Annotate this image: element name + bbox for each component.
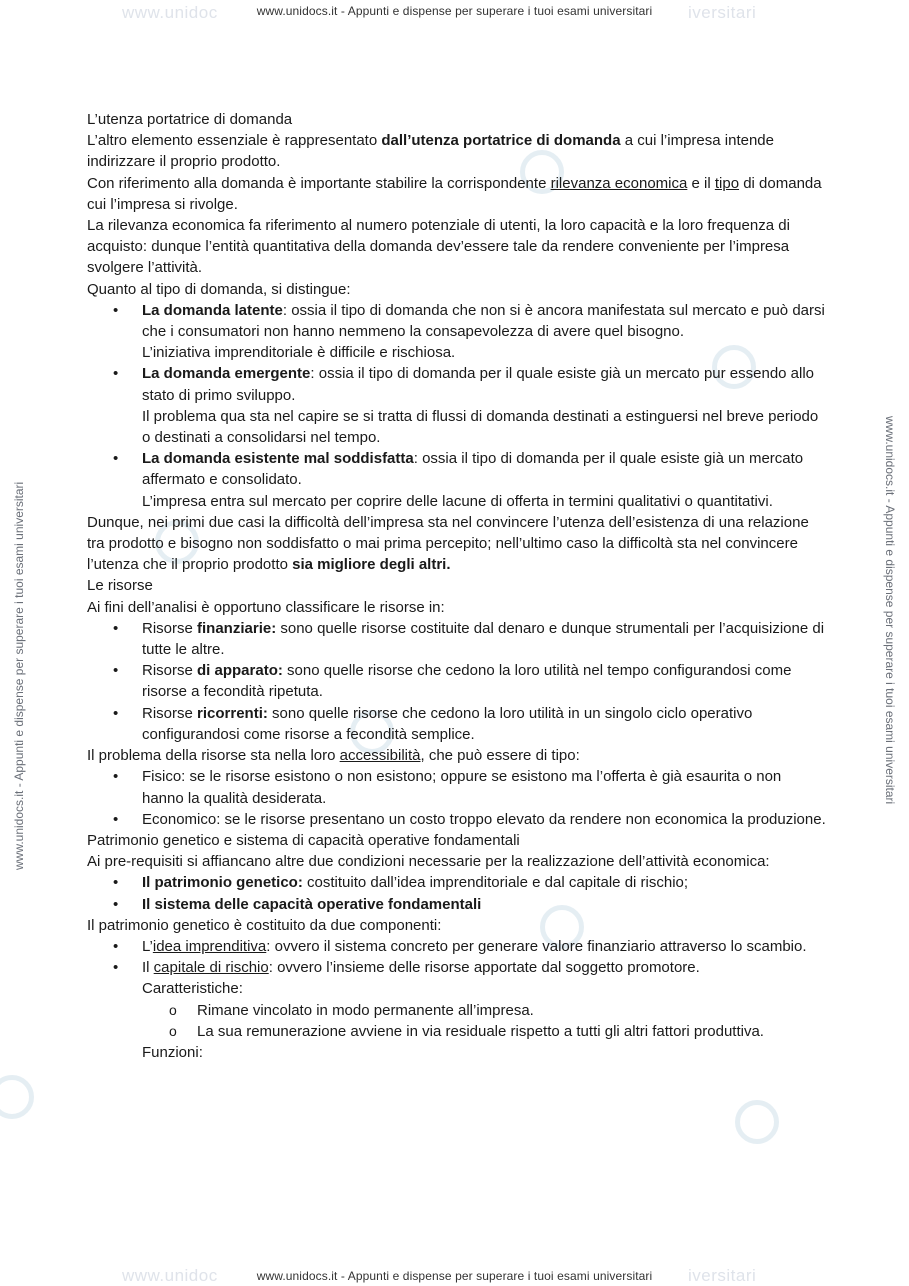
- sub-list-item: o Rimane vincolato in modo permanente all’impresa.: [87, 1000, 827, 1021]
- paragraph: Ai fini dell’analisi è opportuno classificare le risorse in:: [87, 598, 445, 616]
- watermark-ghost-right: iversitari: [688, 1266, 757, 1285]
- heading-risorse: Le risorse: [87, 577, 153, 595]
- watermark-logo-icon: [735, 1100, 779, 1144]
- heading-patrimonio: Patrimonio genetico e sistema di capacità operative fondamentali: [87, 831, 520, 849]
- list-item: • Il capitale di rischio: ovvero l’insieme delle risorse apportate dal soggetto promotore. Caratteristiche:: [87, 957, 827, 999]
- paragraph: Con riferimento alla domanda è importante stabilire la corrispondente rilevanza economica e il tipo di domanda cui l’impresa si rivolge.: [87, 174, 822, 213]
- list-item: • Economico: se le risorse presentano un costo troppo elevato da rendere non economica la produzione.: [87, 809, 827, 830]
- document-body: [87, 109, 827, 1063]
- paragraph: Dunque, nei primi due casi la difficoltà dell’impresa sta nel convincere l’utenza dell’esistenza di una relazione tra prodotto e bisogno non soddisfatto o mai prima percepito; nell’ultimo caso la difficoltà sta nel convincere l’utenza che il proprio prodotto sia migliore degli altri.: [87, 513, 809, 574]
- watermark-side-right: www.unidocs.it - Appunti e dispense per superare i tuoi esami universitari: [883, 416, 897, 805]
- list-item: • Risorse ricorrenti: sono quelle risorse che cedono la loro utilità in un singolo ciclo operativo configurandosi come risorse a fecondità semplice.: [87, 703, 827, 745]
- paragraph: La rilevanza economica fa riferimento al numero potenziale di utenti, la loro capacità e la loro frequenza di acquisto: dunque l’entità quantitativa della domanda dev’essere tale da rendere conveniente per l’impresa svolgere l’attività.: [87, 217, 790, 277]
- list-componenti: [87, 936, 827, 1042]
- watermark-bottom: www.unidocs.it - Appunti e dispense per superare i tuoi esami universitari: [256, 1269, 653, 1283]
- list-item: • Il patrimonio genetico: costituito dall’idea imprenditoriale e dal capitale di rischio;: [87, 872, 827, 893]
- watermark-ghost-left: www.unidoc: [122, 1266, 218, 1285]
- sub-list-item: o La sua remunerazione avviene in via residuale rispetto a tutti gli altri fattori produttiva.: [87, 1021, 827, 1042]
- list-risorse: [87, 618, 827, 745]
- paragraph: Ai pre-requisiti si affiancano altre due condizioni necessarie per la realizzazione dell’attività economica:: [87, 853, 770, 871]
- list-condizioni: [87, 872, 827, 914]
- watermark-logo-icon: [0, 1075, 34, 1119]
- list-item: • Il sistema delle capacità operative fondamentali: [87, 894, 827, 915]
- list-item: • Fisico: se le risorse esistono o non esistono; oppure se esistono ma l’offerta è già esaurita o non hanno la qualità desiderata.: [87, 766, 827, 808]
- list-domanda: [87, 300, 827, 512]
- list-item: • Risorse di apparato: sono quelle risorse che cedono la loro utilità nel tempo configurandosi come risorse a fecondità ripetuta.: [87, 660, 827, 702]
- watermark-side-left: www.unidocs.it - Appunti e dispense per superare i tuoi esami universitari: [12, 481, 26, 870]
- paragraph: Il patrimonio genetico è costituito da due componenti:: [87, 916, 442, 934]
- list-item: • La domanda latente: ossia il tipo di domanda che non si è ancora manifestata sul mercato e può darsi che i consumatori non hanno nemmeno la consapevolezza di avere quel bisogno. L’iniziativa imprenditoriale è difficile e rischiosa.: [87, 300, 827, 364]
- paragraph: Quanto al tipo di domanda, si distingue:: [87, 280, 351, 298]
- watermark-ghost-left: www.unidoc: [122, 3, 218, 22]
- watermark-ghost-right: iversitari: [688, 3, 757, 22]
- paragraph: Il problema della risorse sta nella loro accessibilità, che può essere di tipo:: [87, 747, 580, 765]
- list-item: • La domanda emergente: ossia il tipo di domanda per il quale esiste già un mercato pur essendo allo stato di primo sviluppo. Il problema qua sta nel capire se si tratta di flussi di domanda destinati a estinguersi nel breve periodo o destinati a consolidarsi nel tempo.: [87, 363, 827, 448]
- list-item: • L’idea imprenditiva: ovvero il sistema concreto per generare valore finanziario attraverso lo scambio.: [87, 936, 827, 957]
- list-item: • La domanda esistente mal soddisfatta: ossia il tipo di domanda per il quale esiste già un mercato affermato e consolidato. L’impresa entra sul mercato per coprire delle lacune di offerta in termini qualitativi o quantitativi.: [87, 448, 827, 512]
- list-item: • Risorse finanziarie: sono quelle risorse costituite dal denaro e dunque strumentali per l’acquisizione di tutte le altre.: [87, 618, 827, 660]
- list-accessibilita: [87, 766, 827, 830]
- paragraph-funzioni: Funzioni:: [142, 1043, 203, 1061]
- watermark-top: www.unidocs.it - Appunti e dispense per superare i tuoi esami universitari: [256, 4, 653, 18]
- heading-utenza: L’utenza portatrice di domanda: [87, 111, 293, 128]
- paragraph: L’altro elemento essenziale è rappresentato dall’utenza portatrice di domanda a cui l’impresa intende indirizzare il proprio prodotto.: [87, 132, 774, 171]
